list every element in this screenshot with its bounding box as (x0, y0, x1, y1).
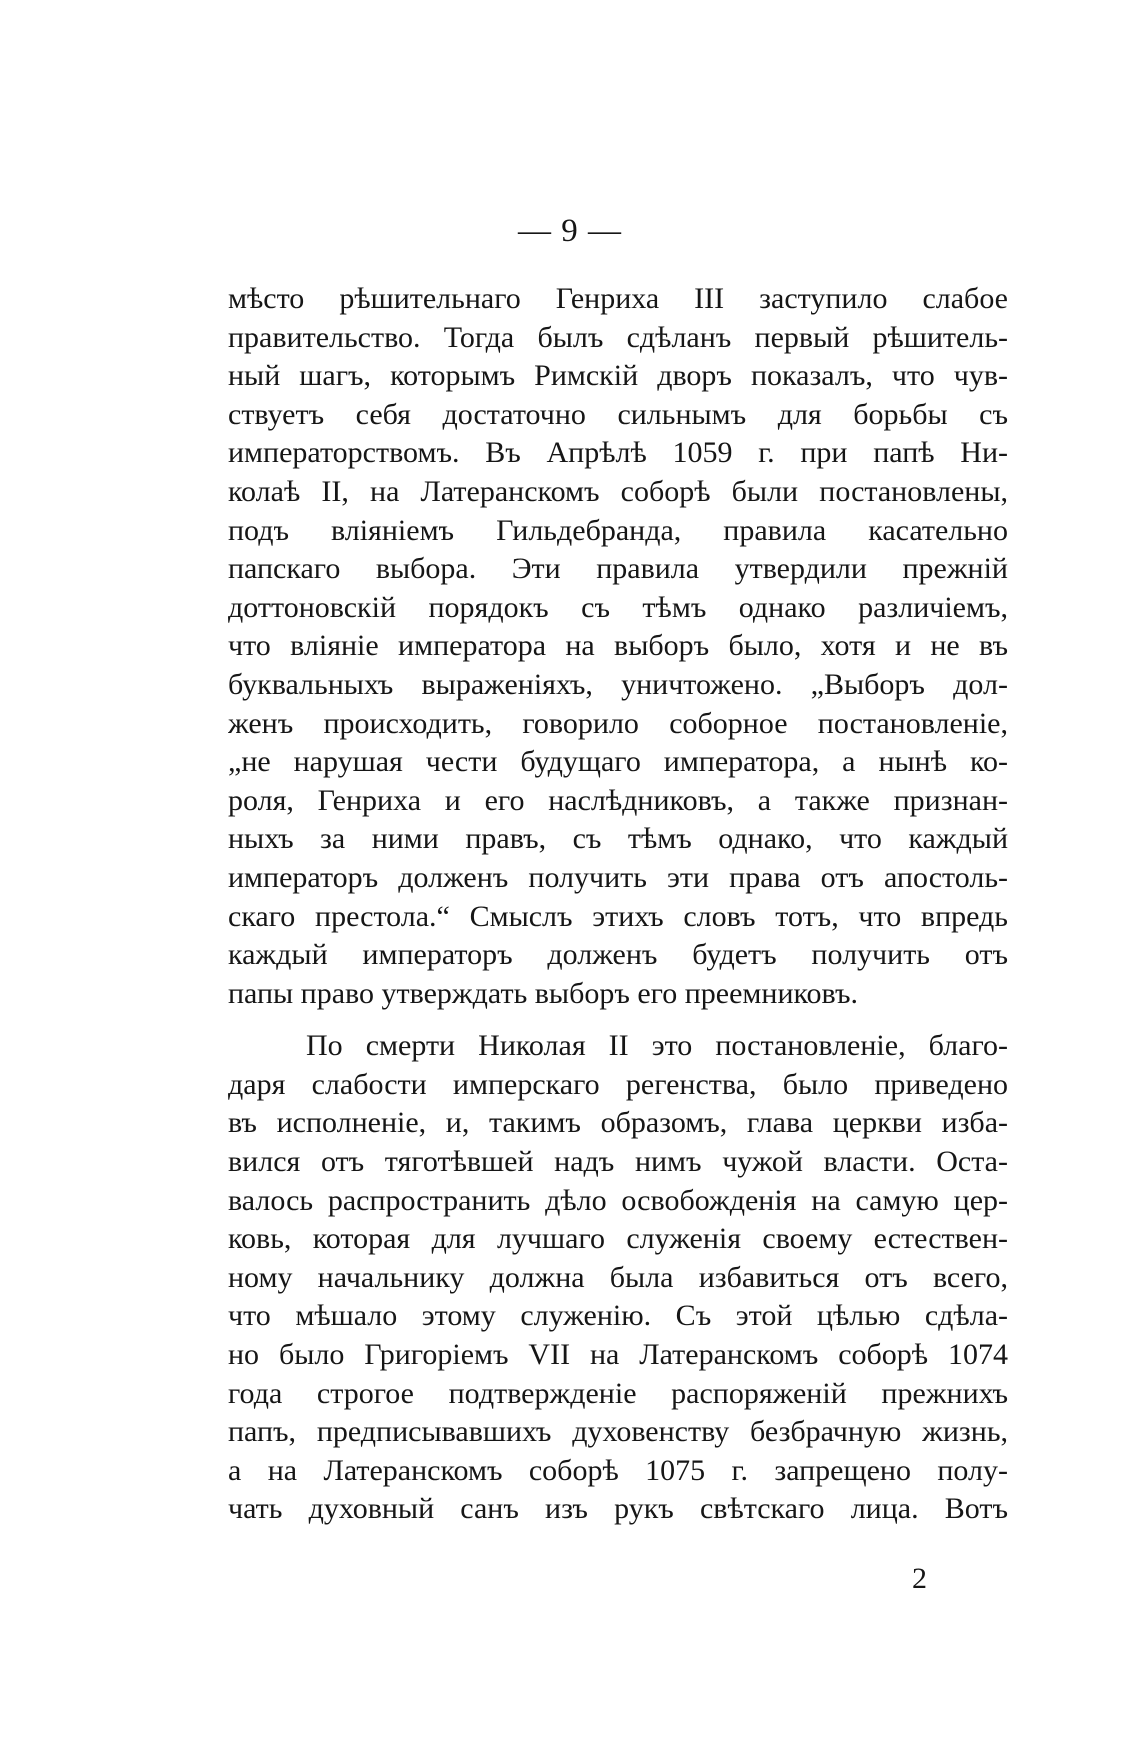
page-number-header: — 9 — (518, 213, 622, 249)
text-line: вился отъ тяготѣвшей надъ нимъ чужой власти. Оста- (228, 1145, 1008, 1179)
text-line: года строгое подтвержденіе распоряженій прежнихъ (228, 1376, 1008, 1410)
text-line: правительство. Тогда былъ сдѣланъ первый рѣшитель- (228, 320, 1008, 354)
text-line: каждый императоръ долженъ будетъ получить отъ (228, 938, 1008, 972)
text-line: подъ вліяніемъ Гильдебранда, правила касательно (228, 513, 1008, 547)
text-line: ныхъ за ними правъ, съ тѣмъ однако, что каждый (228, 822, 1008, 856)
text-line: валось распространить дѣло освобожденія на самую цер- (228, 1183, 1008, 1217)
text-line: ный шагъ, которымъ Римскій дворъ показалъ, что чув- (228, 359, 1008, 393)
text-line: буквальныхъ выраженіяхъ, уничтожено. „Выборъ дол- (228, 667, 1008, 701)
text-line: По смерти Николая II это постановленіе, благо- (306, 1029, 1008, 1063)
text-line: императорствомъ. Въ Апрѣлѣ 1059 г. при папѣ Ни- (228, 436, 1008, 470)
text-line: но было Григоріемъ VII на Латеранскомъ соборѣ 1074 (228, 1338, 1008, 1372)
text-line: папы право утверждать выборъ его преемниковъ. (228, 976, 858, 1010)
text-line: ствуетъ себя достаточно сильнымъ для борьбы съ (228, 397, 1008, 431)
paragraph (228, 1027, 1008, 1529)
paragraph-gap (228, 1013, 1008, 1027)
text-line: колаѣ II, на Латеранскомъ соборѣ были постановлены, (228, 474, 1008, 508)
text-line: роля, Генриха и его наслѣдниковъ, а также признан- (228, 783, 1008, 817)
text-line: а на Латеранскомъ соборѣ 1075 г. запрещено полу- (228, 1453, 1008, 1487)
text-line: въ исполненіе, и, такимъ образомъ, глава церкви изба- (228, 1106, 1008, 1140)
text-line: даря слабости имперскаго регенства, было приведено (228, 1067, 1008, 1101)
text-line: императоръ долженъ получить эти права отъ апостоль- (228, 860, 1008, 894)
signature-mark: 2 (912, 1562, 927, 1595)
text-line: скаго престола.“ Смыслъ этихъ словъ тотъ, что впредь (228, 899, 1008, 933)
paragraph (228, 280, 1008, 1013)
text-line: доттоновскій порядокъ съ тѣмъ однако различіемъ, (228, 590, 1008, 624)
text-line: папъ, предписывавшихъ духовенству безбрачную жизнь, (228, 1415, 1008, 1449)
text-line: женъ происходить, говорило соборное постановленіе, (228, 706, 1008, 740)
text-line: „не нарушая чести будущаго императора, а нынѣ ко- (228, 745, 1008, 779)
text-line: что мѣшало этому служенію. Съ этой цѣлью сдѣла- (228, 1299, 1008, 1333)
text-line: ному начальнику должна была избавиться отъ всего, (228, 1260, 1008, 1294)
text-line: чать духовный санъ изъ рукъ свѣтскаго лица. Вотъ (228, 1492, 1008, 1526)
text-line: мѣсто рѣшительнаго Генриха III заступило слабое (228, 282, 1008, 315)
text-line: папскаго выбора. Эти правила утвердили прежній (228, 552, 1008, 586)
text-line: ковь, которая для лучшаго служенія своему естествен- (228, 1222, 1008, 1256)
text-line: что вліяніе императора на выборъ было, хотя и не въ (228, 629, 1008, 663)
body-text (228, 280, 1008, 1529)
